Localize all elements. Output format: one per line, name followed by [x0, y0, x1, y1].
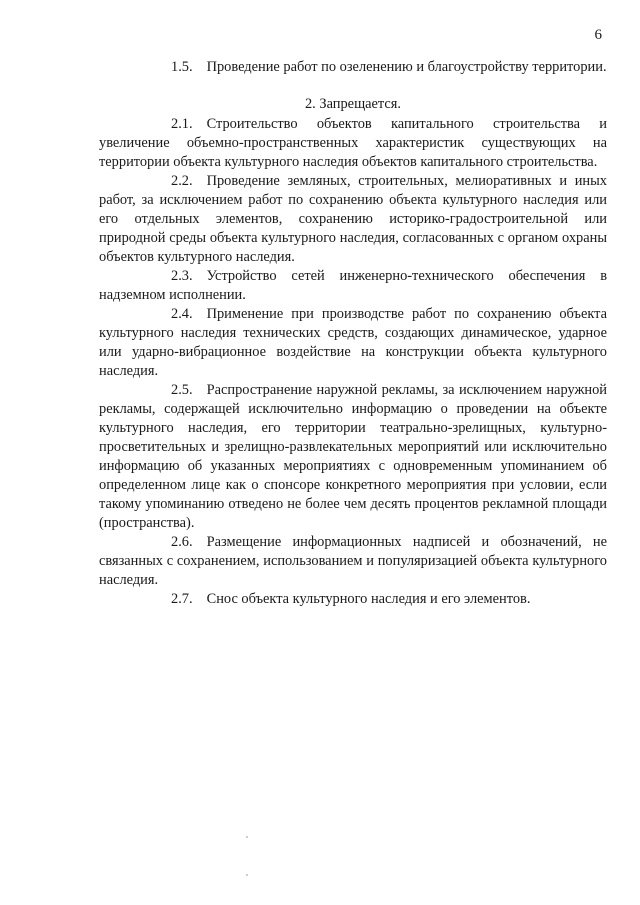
- item-number: 2.7.: [171, 591, 193, 607]
- item-text: Устройство сетей инженерно-технического обеспечения в надземном исполнении.: [99, 268, 607, 303]
- item-text: Проведение работ по озеленению и благоустройству территории.: [206, 59, 607, 75]
- item-text: Проведение земляных, строительных, мелиоративных и иных работ, за исключением работ по сохранению объекта культурного наследия или его отдельных элементов, сохранению историко-градостроительной или природной среды объекта культурного наследия, согласованных с органом охраны объектов культурного наследия.: [99, 173, 607, 265]
- prohibition-2-2: [99, 172, 607, 267]
- item-number: 2.4.: [171, 306, 193, 322]
- item-number: 2.5.: [171, 382, 193, 398]
- scan-speck: [246, 874, 248, 876]
- item-number: 2.6.: [171, 534, 193, 550]
- item-text: Распространение наружной рекламы, за исключением наружной рекламы, содержащей исключительно информацию о проведении на объекте культурного наследия, его территории театрально-зрелищных, культурно-просветительных и зрелищно-развлекательных мероприятий или исключительно информацию об указанных мероприятиях с одновременным упоминанием об определенном лице как о спонсоре конкретного мероприятия при условии, если такому упоминанию отведено не более чем десять процентов рекламной площади (пространства).: [99, 382, 607, 531]
- item-1-5: [99, 58, 607, 77]
- prohibition-2-6: [99, 533, 607, 590]
- item-number: 1.5.: [171, 59, 193, 75]
- document-body: [99, 58, 607, 609]
- item-number: 2.1.: [171, 116, 193, 132]
- page-number: 6: [594, 27, 602, 43]
- item-text: Снос объекта культурного наследия и его элементов.: [206, 591, 531, 607]
- item-number: 2.2.: [171, 173, 193, 189]
- item-text: Применение при производстве работ по сохранению объекта культурного наследия технических средств, создающих динамическое, ударное или ударно-вибрационное воздействие на конструкции объекта культурного наследия.: [99, 306, 607, 379]
- prohibition-2-4: [99, 305, 607, 381]
- item-text: Строительство объектов капитального строительства и увеличение объемно-пространственных характеристик существующих на территории объекта культурного наследия объектов капитального строительства.: [99, 116, 607, 170]
- item-number: 2.3.: [171, 268, 193, 284]
- prohibition-2-7: [99, 590, 607, 609]
- prohibition-2-5: [99, 381, 607, 533]
- item-text: Размещение информационных надписей и обозначений, не связанных с сохранением, использованием и популяризацией объекта культурного наследия.: [99, 534, 607, 588]
- prohibition-2-1: [99, 115, 607, 172]
- prohibition-2-3: [99, 267, 607, 305]
- section-heading: 2. Запрещается.: [304, 96, 401, 112]
- scan-speck: [246, 836, 248, 838]
